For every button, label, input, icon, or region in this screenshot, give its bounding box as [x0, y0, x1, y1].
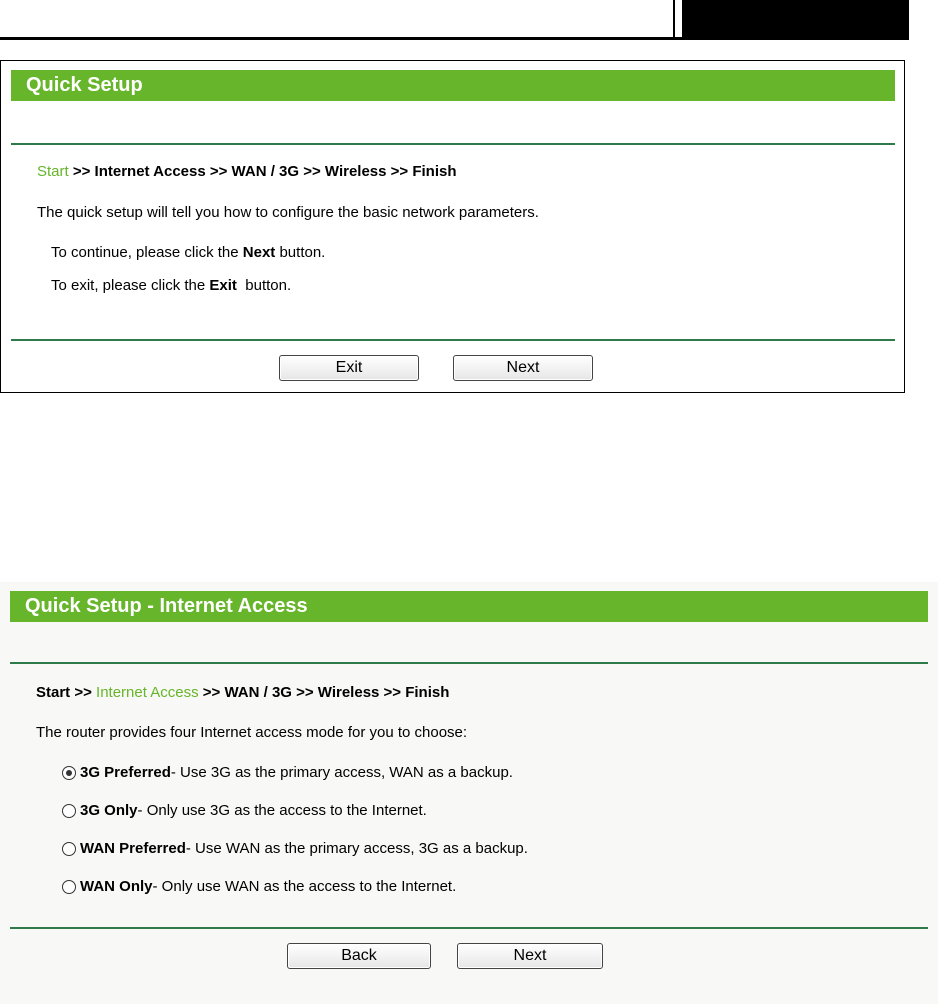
exit-prefix: To exit, please click the	[51, 277, 210, 294]
option-3g-preferred[interactable]	[62, 764, 513, 781]
option-3g-only[interactable]	[62, 802, 427, 819]
breadcrumb-current: Internet Access	[96, 684, 199, 701]
exit-instruction	[51, 277, 291, 294]
divider	[11, 339, 895, 341]
option-description: - Only use WAN as the access to the Internet.	[152, 878, 457, 895]
page-title	[11, 70, 895, 101]
intro-text: The router provides four Internet access mode for you to choose:	[36, 724, 468, 741]
page-title-text: Quick Setup - Internet Access	[25, 595, 308, 617]
page-title	[10, 591, 928, 622]
option-label: WAN Only	[80, 878, 153, 895]
continue-instruction	[51, 244, 325, 261]
radio-button[interactable]	[62, 804, 76, 818]
option-wan-preferred[interactable]	[62, 840, 528, 857]
breadcrumb-start: Start >>	[36, 684, 97, 701]
option-label: 3G Preferred	[80, 764, 171, 781]
option-description: - Use 3G as the primary access, WAN as a backup.	[170, 764, 513, 781]
exit-button[interactable]: Exit	[279, 355, 419, 381]
breadcrumb	[37, 163, 457, 180]
breadcrumb-rest: >> WAN / 3G >> Wireless >> Finish	[198, 684, 450, 701]
option-wan-only[interactable]	[62, 878, 456, 895]
option-description: - Only use 3G as the access to the Internet.	[137, 802, 427, 819]
continue-bold: Next	[242, 244, 276, 261]
option-label: WAN Preferred	[80, 840, 186, 857]
header-rule	[0, 37, 909, 40]
radio-button[interactable]	[62, 766, 76, 780]
page-title-text: Quick Setup	[26, 74, 143, 96]
divider	[10, 927, 928, 929]
radio-button[interactable]	[62, 880, 76, 894]
back-button[interactable]: Back	[287, 943, 431, 969]
quick-setup-panel	[0, 60, 905, 393]
intro-text: The quick setup will tell you how to configure the basic network parameters.	[37, 204, 539, 221]
option-label: 3G Only	[80, 802, 138, 819]
breadcrumb	[36, 684, 449, 701]
exit-suffix: button.	[236, 277, 292, 294]
exit-bold: Exit	[209, 277, 237, 294]
continue-suffix: button.	[275, 244, 326, 261]
continue-prefix: To continue, please click the	[51, 244, 243, 261]
breadcrumb-current: Start	[37, 163, 69, 180]
next-button[interactable]: Next	[453, 355, 593, 381]
next-button[interactable]: Next	[457, 943, 603, 969]
divider	[10, 662, 928, 664]
divider	[11, 143, 895, 145]
breadcrumb-rest: >> Internet Access >> WAN / 3G >> Wireless >> Finish	[68, 163, 457, 180]
header-separator	[673, 0, 675, 38]
header-tab	[682, 0, 909, 38]
internet-access-panel	[0, 582, 938, 1004]
option-description: - Use WAN as the primary access, 3G as a backup.	[185, 840, 528, 857]
radio-button[interactable]	[62, 842, 76, 856]
